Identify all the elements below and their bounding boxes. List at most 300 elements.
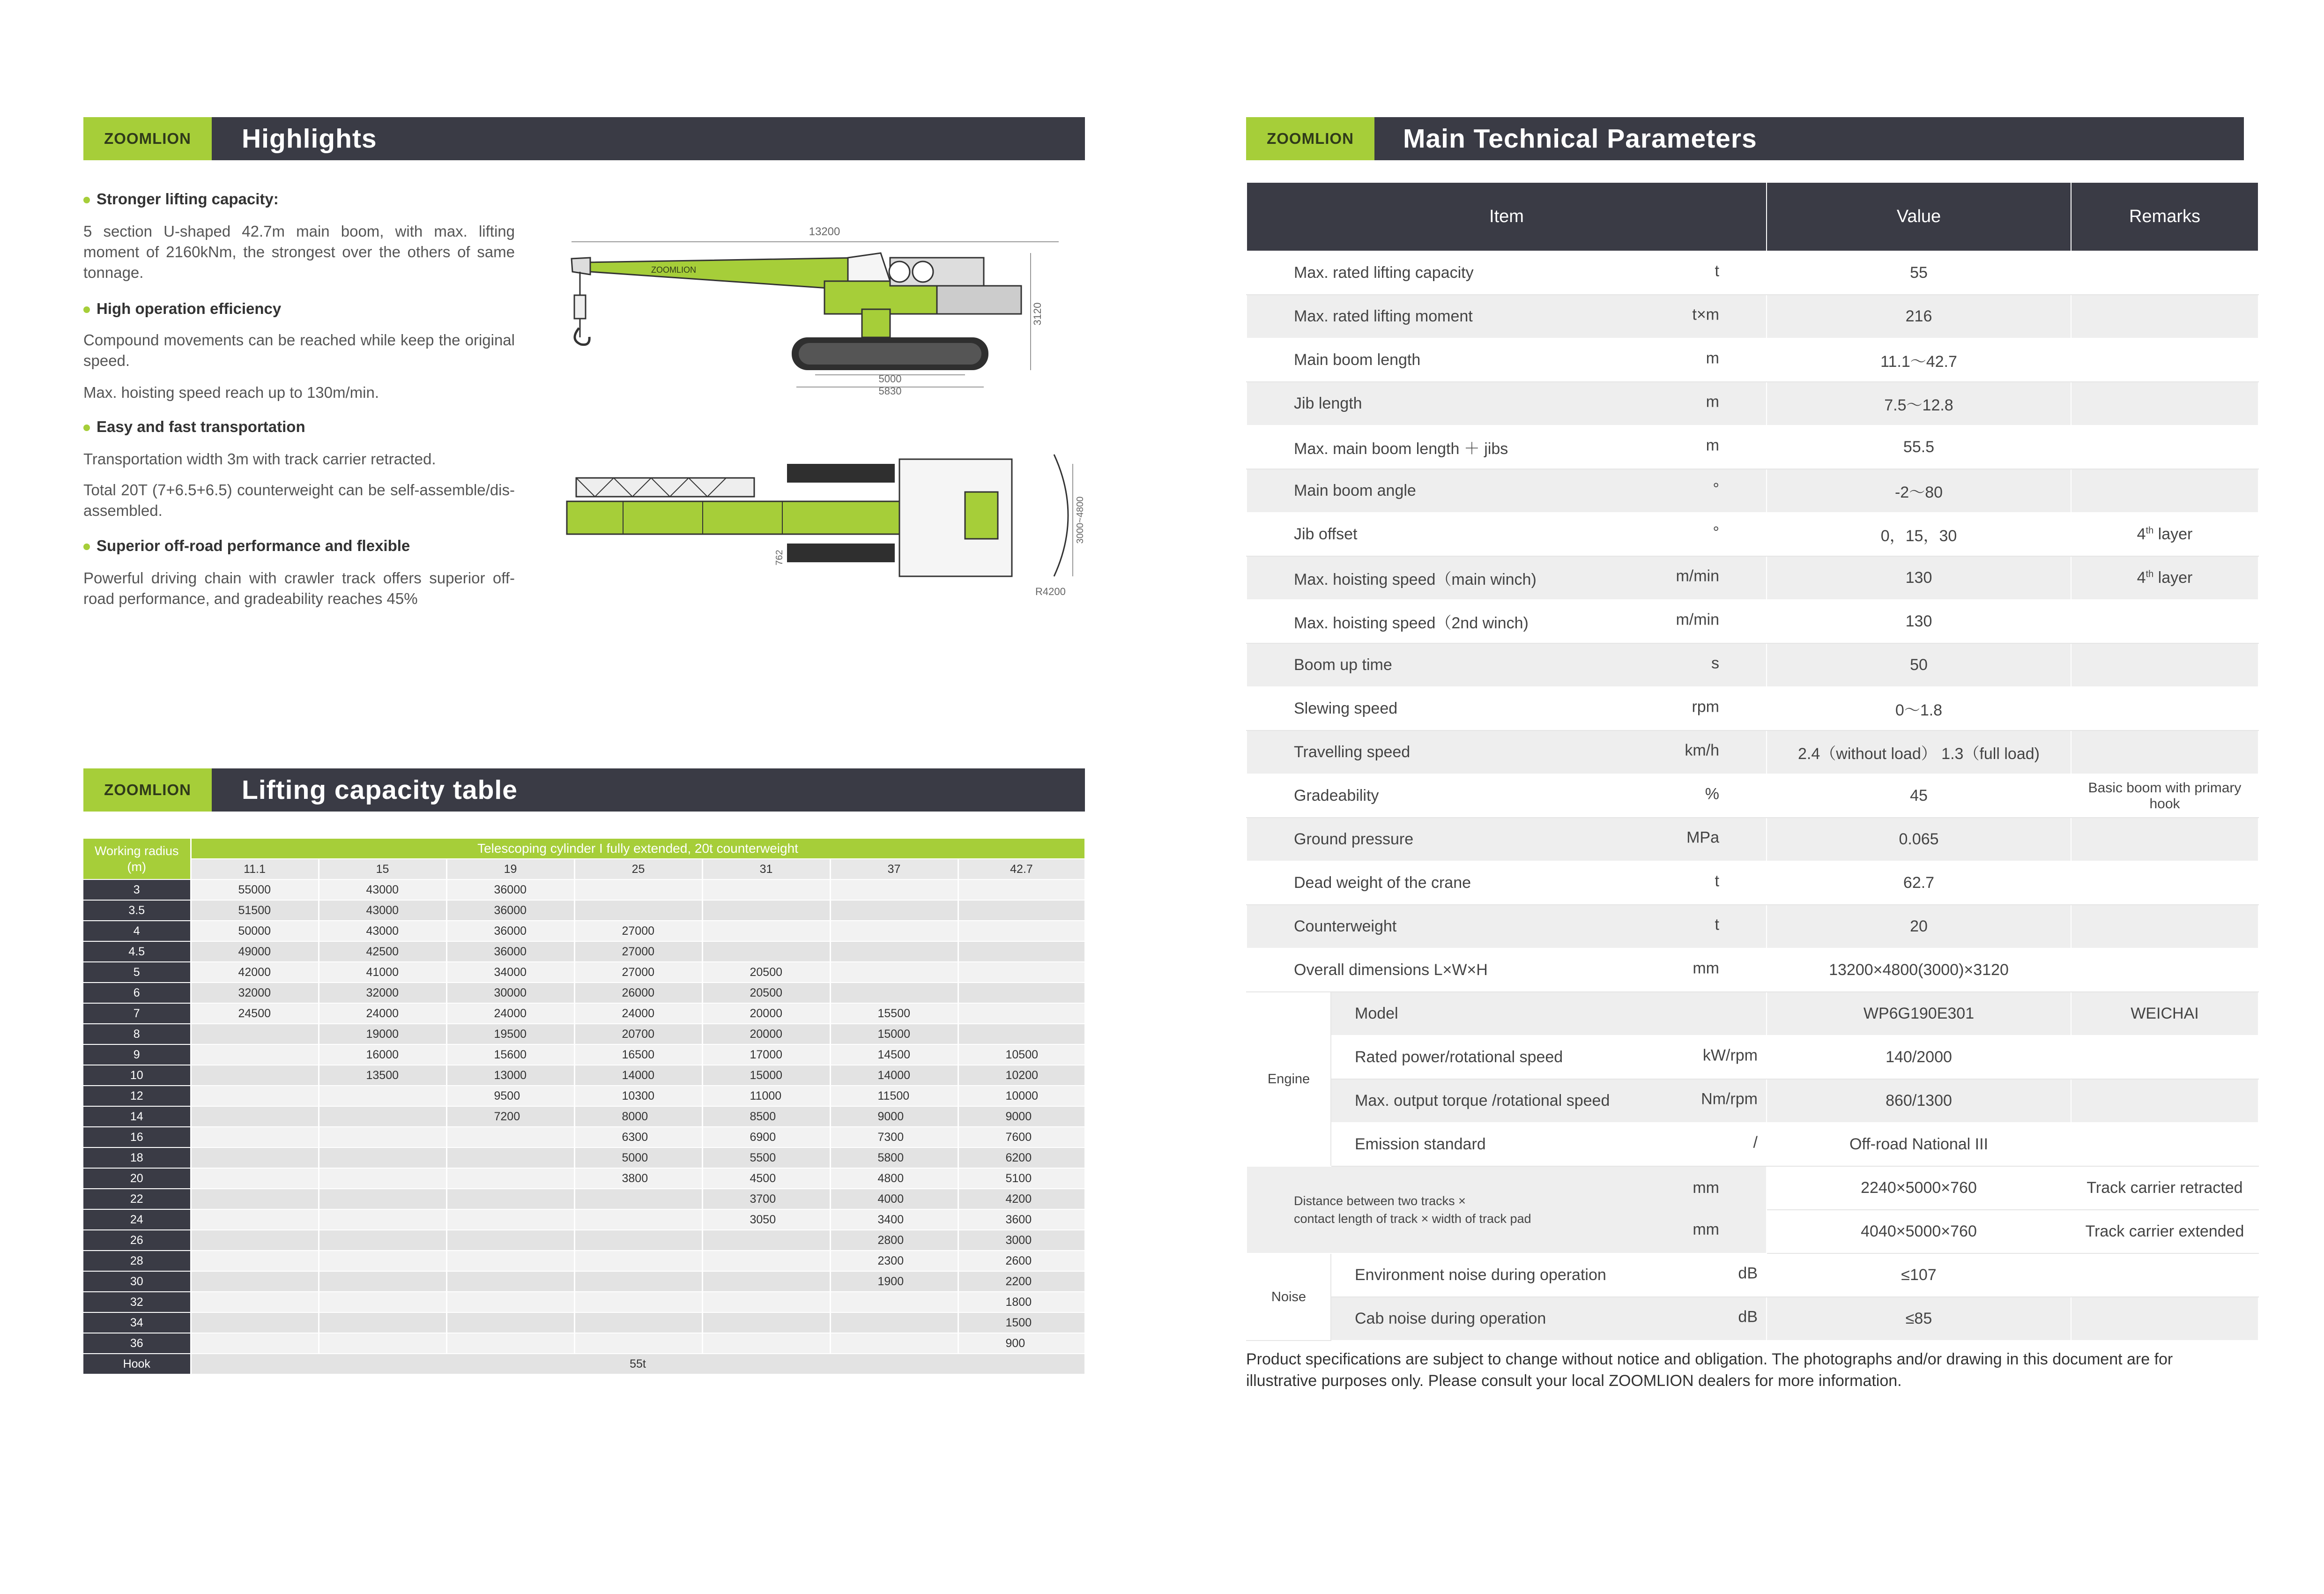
param-value: WP6G190E301 — [1767, 992, 2071, 1035]
bullet-dot — [83, 425, 90, 431]
param-name: Cab noise during operation — [1355, 1310, 1546, 1327]
superscript: th — [2146, 569, 2154, 580]
capacity-cell: 16000 — [319, 1044, 446, 1065]
header-value: Value — [1767, 182, 2071, 251]
capacity-cell: 20500 — [702, 962, 830, 983]
capacity-cell — [574, 900, 702, 921]
zoomlion-logo: ZOOMLION — [83, 768, 212, 812]
noise-label: Noise — [1247, 1253, 1331, 1341]
param-name: Boom up time — [1294, 656, 1392, 674]
param-name: Max. hoisting speed（main winch) — [1294, 571, 1537, 588]
boom-length-row — [83, 859, 1085, 879]
capacity-cell — [574, 1209, 702, 1230]
capacity-cell: 14000 — [830, 1065, 958, 1086]
tracks-label-line: Distance between two tracks × — [1294, 1194, 1466, 1208]
capacity-cell — [830, 900, 958, 921]
capacity-cell — [191, 1086, 319, 1106]
capacity-cell: 17000 — [702, 1044, 830, 1065]
param-remark — [2071, 295, 2258, 338]
param-value: ≤85 — [1767, 1297, 2071, 1341]
capacity-cell: 42500 — [319, 941, 446, 962]
params-header-row — [1247, 182, 2258, 251]
tracks-label-line: contact length of track × width of track pad — [1294, 1212, 1531, 1226]
capacity-cell — [319, 1168, 446, 1189]
table-row — [83, 941, 1085, 962]
table-row — [83, 1189, 1085, 1209]
capacity-cell — [446, 1333, 574, 1354]
capacity-cell: 16500 — [574, 1044, 702, 1065]
param-name: Max. rated lifting capacity — [1294, 264, 1474, 282]
capacity-cell: 51500 — [191, 900, 319, 921]
capacity-cell: 5500 — [702, 1147, 830, 1168]
hook-row — [83, 1354, 1085, 1374]
radius-cell: 22 — [83, 1189, 191, 1209]
capacity-cell: 7200 — [446, 1106, 574, 1127]
header-remarks: Remarks — [2071, 182, 2258, 251]
param-value: 45 — [1767, 774, 2071, 818]
capacity-cell — [574, 1292, 702, 1312]
capacity-cell: 900 — [958, 1333, 1085, 1354]
table-row — [83, 879, 1085, 900]
capacity-cell — [319, 1312, 446, 1333]
capacity-cell: 43000 — [319, 879, 446, 900]
capacity-cell — [319, 1209, 446, 1230]
param-remark — [2071, 905, 2258, 948]
capacity-cell — [191, 1127, 319, 1147]
boom-length-header: 31 — [702, 859, 830, 879]
capacity-cell: 20000 — [702, 1024, 830, 1044]
capacity-cell — [574, 1271, 702, 1292]
capacity-cell — [574, 1251, 702, 1271]
boom-length-header: 15 — [319, 859, 446, 879]
capacity-cell — [191, 1044, 319, 1065]
radius-cell: 3.5 — [83, 900, 191, 921]
capacity-cell: 9000 — [830, 1106, 958, 1127]
radius-cell: 12 — [83, 1086, 191, 1106]
param-unit: s — [1711, 654, 1719, 672]
capacity-cell: 24000 — [319, 1003, 446, 1024]
param-unit: ° — [1713, 523, 1719, 542]
dim-height: 3120 — [1032, 302, 1043, 326]
capacity-cell: 6200 — [958, 1147, 1085, 1168]
capacity-cell: 9000 — [958, 1106, 1085, 1127]
zoomlion-logo: ZOOMLION — [1246, 117, 1374, 160]
capacity-cell — [446, 1292, 574, 1312]
table-row — [83, 1086, 1085, 1106]
param-value: 7.5～12.8 — [1767, 382, 2071, 425]
capacity-cell — [702, 941, 830, 962]
capacity-cell — [446, 1189, 574, 1209]
capacity-cell: 1500 — [958, 1312, 1085, 1333]
boom-length-header: 37 — [830, 859, 958, 879]
noise-row — [1247, 1253, 2258, 1297]
param-row — [1247, 513, 2258, 556]
capacity-cell: 4800 — [830, 1168, 958, 1189]
capacity-cell — [702, 921, 830, 941]
capacity-cell — [446, 1209, 574, 1230]
capacity-cell: 2800 — [830, 1230, 958, 1251]
capacity-cell — [830, 962, 958, 983]
param-item — [1247, 600, 1767, 643]
param-row — [1247, 774, 2258, 818]
capacity-cell: 6900 — [702, 1127, 830, 1147]
param-item — [1331, 1123, 1767, 1166]
radius-cell: 20 — [83, 1168, 191, 1189]
capacity-cell: 20500 — [702, 983, 830, 1003]
param-remark — [2071, 861, 2258, 905]
capacity-cell — [191, 1271, 319, 1292]
param-name: Max. rated lifting moment — [1294, 307, 1473, 325]
param-row — [1247, 687, 2258, 730]
param-name: Max. hoisting speed（2nd winch) — [1294, 614, 1529, 632]
param-remark: Basic boom with primary hook — [2071, 774, 2258, 818]
table-row — [83, 1168, 1085, 1189]
param-remark: Track carrier retracted — [2071, 1166, 2258, 1210]
capacity-cell: 5800 — [830, 1147, 958, 1168]
param-name: Jib length — [1294, 395, 1362, 412]
capacity-cell — [191, 1251, 319, 1271]
hook-label: Hook — [83, 1354, 191, 1374]
table-row — [83, 1251, 1085, 1271]
bullet-dot — [83, 306, 90, 313]
param-item — [1247, 687, 1767, 730]
param-value: 0，15，30 — [1767, 513, 2071, 556]
capacity-cell: 34000 — [446, 962, 574, 983]
param-name: Travelling speed — [1294, 743, 1411, 761]
table-row — [83, 962, 1085, 983]
param-item — [1247, 425, 1767, 469]
param-name: Main boom length — [1294, 351, 1421, 369]
param-remark — [2071, 818, 2258, 861]
capacity-cell — [191, 1333, 319, 1354]
param-item — [1247, 774, 1767, 818]
capacity-cell: 8500 — [702, 1106, 830, 1127]
engine-row — [1247, 1123, 2258, 1166]
dim-track-total: 5830 — [878, 385, 902, 397]
capacity-cell: 15000 — [830, 1024, 958, 1044]
param-remark — [2071, 730, 2258, 774]
capacity-cell: 42000 — [191, 962, 319, 983]
capacity-cell — [702, 1312, 830, 1333]
capacity-cell: 10500 — [958, 1044, 1085, 1065]
capacity-cell: 24000 — [574, 1003, 702, 1024]
param-unit: / — [1753, 1133, 1758, 1152]
capacity-cell: 11000 — [702, 1086, 830, 1106]
capacity-cell: 3600 — [958, 1209, 1085, 1230]
param-item — [1331, 992, 1767, 1035]
param-unit: m — [1706, 349, 1719, 367]
engine-label: Engine — [1247, 992, 1331, 1166]
noise-row — [1247, 1297, 2258, 1341]
capacity-cell — [319, 1189, 446, 1209]
param-item — [1331, 1297, 1767, 1341]
radius-cell: 32 — [83, 1292, 191, 1312]
header-item: Item — [1247, 182, 1767, 251]
telescoping-header: Telescoping cylinder I fully extended, 20t counterweight — [191, 839, 1085, 859]
param-value: 140/2000 — [1767, 1035, 2071, 1079]
capacity-cell: 32000 — [191, 983, 319, 1003]
radius-cell: 4.5 — [83, 941, 191, 962]
highlight-text: Max. hoisting speed reach up to 130m/min. — [83, 384, 379, 401]
capacity-cell: 3400 — [830, 1209, 958, 1230]
capacity-cell — [319, 1333, 446, 1354]
param-name: Counterweight — [1294, 917, 1397, 935]
param-name: Overall dimensions L×W×H — [1294, 961, 1488, 979]
capacity-cell — [319, 1292, 446, 1312]
param-remark — [2071, 948, 2258, 992]
capacity-cell — [319, 1271, 446, 1292]
param-value: 13200×4800(3000)×3120 — [1767, 948, 2071, 992]
param-unit: mm — [1693, 1179, 1719, 1197]
capacity-cell: 3800 — [574, 1168, 702, 1189]
capacity-cell: 4000 — [830, 1189, 958, 1209]
param-unit: t×m — [1692, 305, 1719, 324]
param-remark: 4th layer — [2071, 556, 2258, 600]
capacity-cell: 43000 — [319, 900, 446, 921]
capacity-cell — [830, 921, 958, 941]
param-item — [1247, 556, 1767, 600]
tracks-label — [1247, 1166, 1767, 1253]
boom-length-header: 11.1 — [191, 859, 319, 879]
param-unit: dB — [1738, 1264, 1758, 1282]
param-row — [1247, 818, 2258, 861]
param-name: Rated power/rotational speed — [1355, 1048, 1563, 1066]
capacity-cell: 26000 — [574, 983, 702, 1003]
capacity-cell: 7600 — [958, 1127, 1085, 1147]
capacity-cell: 27000 — [574, 962, 702, 983]
capacity-cell — [319, 1127, 446, 1147]
capacity-cell — [191, 1312, 319, 1333]
param-unit: km/h — [1685, 741, 1719, 760]
radius-cell: 28 — [83, 1251, 191, 1271]
param-name: Slewing speed — [1294, 700, 1398, 717]
capacity-cell: 24500 — [191, 1003, 319, 1024]
capacity-cell: 6300 — [574, 1127, 702, 1147]
capacity-cell — [702, 900, 830, 921]
capacity-cell — [446, 1127, 574, 1147]
param-row — [1247, 251, 2258, 295]
capacity-cell: 14000 — [574, 1065, 702, 1086]
highlight-text: Total 20T (7+6.5+6.5) counterweight can be self-assemble/dis-assembled. — [83, 481, 515, 519]
table-row — [83, 1312, 1085, 1333]
capacity-cell — [446, 1312, 574, 1333]
capacity-cell — [958, 900, 1085, 921]
highlight-title: Stronger lifting capacity: — [83, 190, 279, 208]
param-name: Environment noise during operation — [1355, 1266, 1606, 1284]
capacity-cell: 4200 — [958, 1189, 1085, 1209]
param-item — [1247, 382, 1767, 425]
capacity-cell — [830, 983, 958, 1003]
capacity-cell: 36000 — [446, 921, 574, 941]
param-unit: % — [1705, 785, 1719, 803]
param-row — [1247, 425, 2258, 469]
capacity-cell — [446, 1168, 574, 1189]
table-row — [83, 1292, 1085, 1312]
bullet-dot — [83, 544, 90, 550]
table-row — [83, 1147, 1085, 1168]
dim-radius: R4200 — [1035, 586, 1066, 597]
param-item — [1247, 905, 1767, 948]
capacity-cell: 27000 — [574, 921, 702, 941]
param-remark — [2071, 600, 2258, 643]
capacity-cell: 7300 — [830, 1127, 958, 1147]
crane-side-view-drawing — [562, 220, 1096, 408]
table-row — [83, 1209, 1085, 1230]
radius-cell: 6 — [83, 983, 191, 1003]
capacity-cell — [191, 1147, 319, 1168]
param-remark — [2071, 1035, 2258, 1079]
param-name: Dead weight of the crane — [1294, 874, 1471, 892]
lift-header-row — [83, 839, 1085, 859]
radius-cell: 14 — [83, 1106, 191, 1127]
param-unit: t — [1715, 262, 1719, 280]
radius-cell: 3 — [83, 879, 191, 900]
capacity-cell — [830, 1292, 958, 1312]
capacity-cell — [574, 879, 702, 900]
param-value: 55.5 — [1767, 425, 2071, 469]
radius-cell: 34 — [83, 1312, 191, 1333]
param-row — [1247, 600, 2258, 643]
capacity-cell — [191, 1230, 319, 1251]
capacity-cell — [574, 1189, 702, 1209]
section-title: Highlights — [242, 124, 377, 154]
capacity-cell: 55000 — [191, 879, 319, 900]
capacity-cell: 1800 — [958, 1292, 1085, 1312]
capacity-cell: 15000 — [702, 1065, 830, 1086]
section-title: Lifting capacity table — [242, 775, 518, 805]
dim-width: 3000~4800 — [1075, 496, 1085, 544]
boom-length-header: 42.7 — [958, 859, 1085, 879]
param-remark — [2071, 425, 2258, 469]
capacity-cell: 15600 — [446, 1044, 574, 1065]
capacity-cell: 30000 — [446, 983, 574, 1003]
capacity-cell: 49000 — [191, 941, 319, 962]
dim-track: 5000 — [878, 373, 902, 385]
capacity-cell — [702, 1292, 830, 1312]
param-item — [1247, 513, 1767, 556]
capacity-cell — [319, 1251, 446, 1271]
capacity-cell — [574, 1230, 702, 1251]
param-remark: WEICHAI — [2071, 992, 2258, 1035]
highlight-title: Easy and fast transportation — [83, 418, 305, 436]
capacity-cell — [830, 1333, 958, 1354]
param-unit: m — [1706, 436, 1719, 454]
capacity-cell: 36000 — [446, 900, 574, 921]
param-item — [1247, 861, 1767, 905]
capacity-cell — [446, 1251, 574, 1271]
capacity-cell: 5100 — [958, 1168, 1085, 1189]
technical-parameters-table — [1246, 182, 2259, 1341]
param-value: 55 — [1767, 251, 2071, 295]
capacity-cell: 10200 — [958, 1065, 1085, 1086]
param-value: ≤107 — [1767, 1253, 2071, 1297]
lifting-header — [83, 768, 1085, 812]
radius-cell: 18 — [83, 1147, 191, 1168]
radius-cell: 36 — [83, 1333, 191, 1354]
capacity-cell: 13500 — [319, 1065, 446, 1086]
param-remark — [2071, 643, 2258, 687]
param-remark — [2071, 338, 2258, 382]
param-unit: rpm — [1692, 698, 1719, 716]
table-row — [83, 1065, 1085, 1086]
capacity-cell — [191, 1168, 319, 1189]
param-value: 0.065 — [1767, 818, 2071, 861]
param-remark — [2071, 1079, 2258, 1123]
capacity-cell: 3000 — [958, 1230, 1085, 1251]
param-unit: t — [1715, 872, 1719, 890]
table-row — [83, 1333, 1085, 1354]
capacity-cell — [702, 879, 830, 900]
radius-cell: 4 — [83, 921, 191, 941]
section-title: Main Technical Parameters — [1403, 124, 1757, 154]
capacity-cell — [830, 941, 958, 962]
capacity-cell: 20700 — [574, 1024, 702, 1044]
capacity-cell: 27000 — [574, 941, 702, 962]
param-row — [1247, 295, 2258, 338]
capacity-cell: 14500 — [830, 1044, 958, 1065]
capacity-cell — [958, 983, 1085, 1003]
param-item — [1247, 643, 1767, 687]
capacity-cell: 5000 — [574, 1147, 702, 1168]
highlight-text: Powerful driving chain with crawler track offers superior off-road performance, and gradeability reaches 45% — [83, 569, 515, 607]
capacity-cell — [191, 1065, 319, 1086]
param-row — [1247, 382, 2258, 425]
capacity-cell: 11500 — [830, 1086, 958, 1106]
capacity-cell — [191, 1209, 319, 1230]
param-item — [1247, 730, 1767, 774]
capacity-cell — [958, 879, 1085, 900]
boom-logo: ZOOMLION — [651, 265, 697, 275]
engine-row — [1247, 1079, 2258, 1123]
disclaimer: Product specifications are subject to change without notice and obligation. The photographs and/or drawing in this document are for illustrative purposes only. Please consult your local ZOOMLION dealers for more information. — [1246, 1350, 2173, 1390]
capacity-cell — [702, 1230, 830, 1251]
dim-length: 13200 — [809, 225, 840, 238]
param-name: Max. output torque /rotational speed — [1355, 1092, 1610, 1110]
capacity-cell — [319, 1106, 446, 1127]
param-value: 0～1.8 — [1767, 687, 2071, 730]
param-name: Jib offset — [1294, 525, 1358, 543]
param-value: 50 — [1767, 643, 2071, 687]
capacity-cell: 3050 — [702, 1209, 830, 1230]
capacity-cell: 8000 — [574, 1106, 702, 1127]
param-item — [1247, 818, 1767, 861]
capacity-cell: 41000 — [319, 962, 446, 983]
capacity-cell — [319, 1086, 446, 1106]
param-row — [1247, 643, 2258, 687]
param-remark — [2071, 469, 2258, 513]
param-unit: mm — [1693, 1221, 1719, 1238]
param-item — [1247, 469, 1767, 513]
param-remark — [2071, 1253, 2258, 1297]
param-unit: m — [1706, 393, 1719, 411]
param-value: 20 — [1767, 905, 2071, 948]
table-row — [83, 1044, 1085, 1065]
capacity-cell: 10000 — [958, 1086, 1085, 1106]
radius-cell: 7 — [83, 1003, 191, 1024]
table-row — [83, 1024, 1085, 1044]
param-unit: MPa — [1686, 828, 1719, 847]
tracks-row — [1247, 1166, 2258, 1210]
param-unit: m/min — [1676, 611, 1719, 629]
param-value: -2～80 — [1767, 469, 2071, 513]
engine-row — [1247, 1035, 2258, 1079]
param-remark — [2071, 687, 2258, 730]
param-value: 2.4（without load） 1.3（full load) — [1767, 730, 2071, 774]
table-row — [83, 1106, 1085, 1127]
radius-cell: 26 — [83, 1230, 191, 1251]
param-name: Main boom angle — [1294, 482, 1416, 499]
param-value: 4040×5000×760 — [1767, 1210, 2071, 1253]
